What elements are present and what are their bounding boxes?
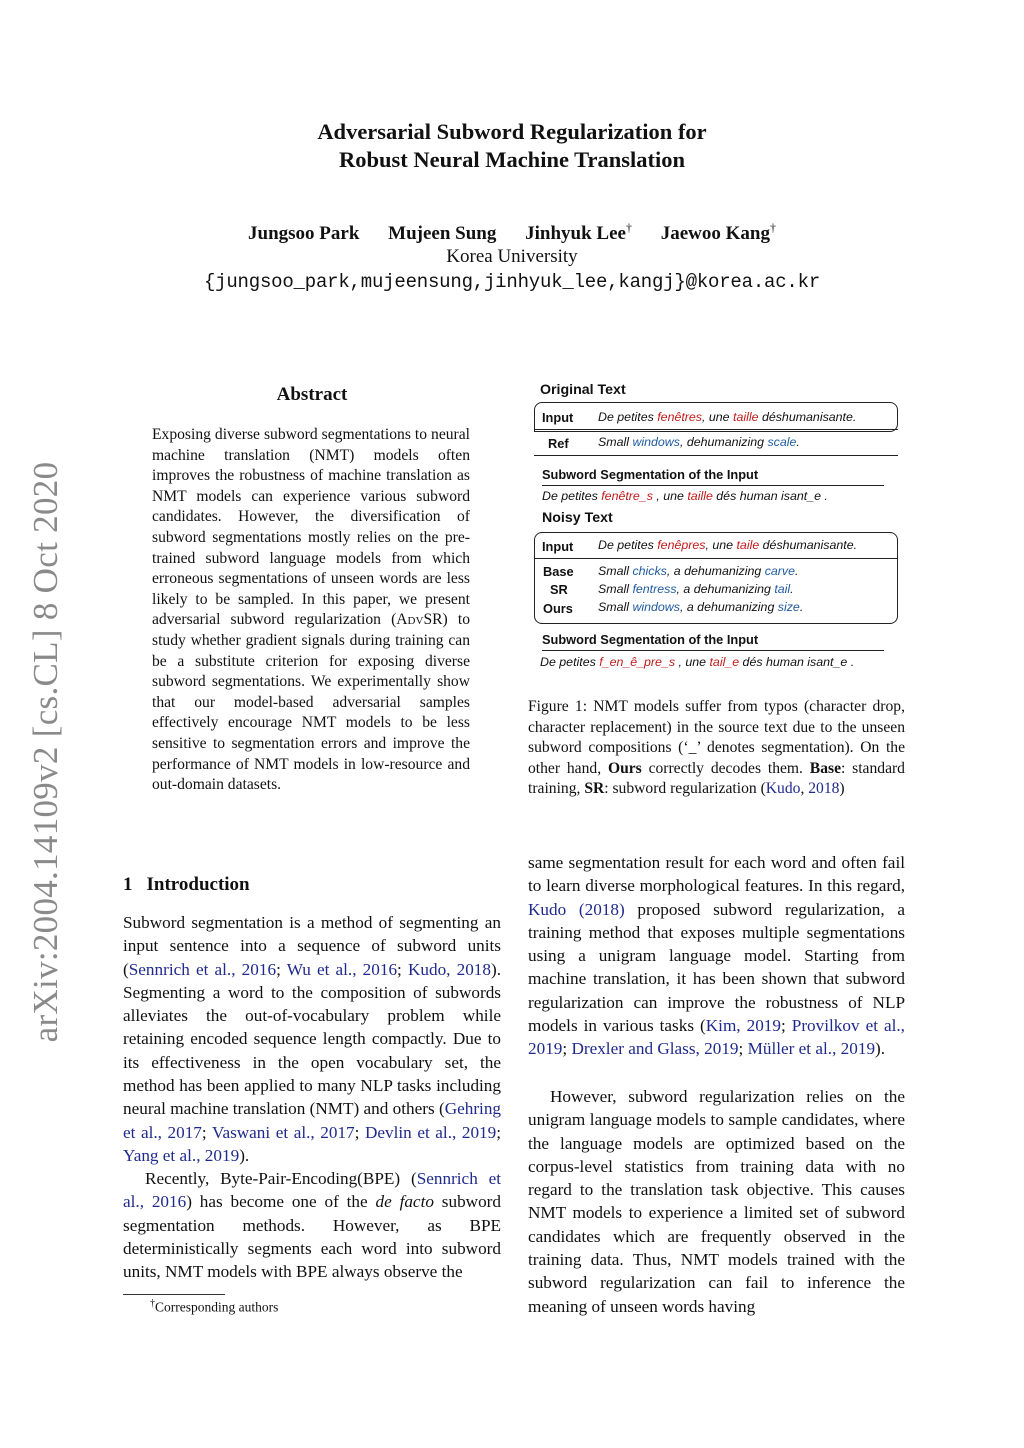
- original-segmentation: De petites fenêtre_s , une taille dés human isant_e .: [542, 489, 828, 503]
- right-paragraph-2: However, subword regularization relies on the unigram language models to sample candidates, where the language models are optimized based on the corpus-level statistics from training data with no regard to the translation task objective. This causes NMT models to experience a limited set of subword candidates which are frequently observed in the training data. Thus, NMT models trained with the subword regularization can fail to inference the meaning of unseen words having: [528, 1087, 905, 1316]
- citation-link[interactable]: Provilkov et al., 2019: [528, 1016, 905, 1059]
- citation-link[interactable]: Wu et al., 2016: [286, 959, 398, 979]
- output-base: Small chicks, a dehumanizing carve.: [598, 564, 799, 578]
- author: Mujeen Sung: [388, 223, 497, 245]
- title-line-1: Adversarial Subword Regularization for: [317, 119, 707, 144]
- citation-link[interactable]: Kudo, 2018: [407, 959, 491, 979]
- segmentation-heading: Subword Segmentation of the Input: [542, 467, 759, 482]
- arxiv-stamp: [22, 462, 70, 1042]
- ref-label: Ref: [548, 436, 569, 451]
- citation-link[interactable]: Müller et al., 2019: [747, 1039, 876, 1059]
- noisy-text-heading: Noisy Text: [542, 510, 613, 526]
- footnote: †Corresponding authors: [150, 1298, 279, 1315]
- noisy-segmentation: De petites f_en_ê_pre_s , une tail_e dés human isant_e .: [540, 655, 855, 669]
- arxiv-id: arXiv:2004.14109v2 [cs.CL] 8 Oct 2020: [26, 462, 65, 1042]
- intro-paragraph-1: Subword segmentation is a method of segmenting an input sentence into a sequence of subword units (Sennrich et al., 2016; Wu et al., 2016; Kudo, 2018). Segmenting a word to the composition of subwords alleviates the out-of-vocabulary problem while retaining encoded sequence length compactly. Due to its effectiveness in the open vocabulary set, the method has been applied to many NLP tasks including neural machine translation (NMT) and others (Gehring et al., 2017; Vaswani et al., 2017; Devlin et al., 2019; Yang et al., 2019).: [123, 913, 502, 1165]
- author-list: [0, 221, 1024, 245]
- author: Jinhyuk Lee†: [525, 221, 632, 245]
- reference-sentence: Small windows, dehumanizing scale.: [598, 435, 800, 449]
- citation-link[interactable]: 2018: [808, 780, 840, 798]
- citation-link[interactable]: Yang et al., 2019: [123, 1145, 240, 1165]
- author-emails: {jungsoo_park,mujeensung,jinhyuk_lee,kangj}@korea.ac.kr: [203, 271, 821, 293]
- section-heading-introduction: 1 Introduction: [123, 874, 250, 895]
- output-sr: Small fentress, a dehumanizing tail.: [598, 582, 794, 596]
- output-label-ours: Ours: [543, 601, 573, 616]
- citation-link[interactable]: Kudo (2018): [528, 899, 625, 919]
- figure-1-caption: Figure 1: NMT models suffer from typos (character drop, character replacement) in the source text due to the unseen subword compositions (‘_’ denotes segmentation). On the other hand, Ours correctly decodes them. Base: standard training, SR: subword regularization (Kudo, 2018): [528, 698, 905, 798]
- citation-link[interactable]: Vaswani et al., 2017: [211, 1122, 355, 1142]
- noisy-input-sentence: De petites fenêpres, une taile déshumanisante.: [598, 538, 858, 552]
- citation-link[interactable]: Kim, 2019: [705, 1016, 781, 1036]
- author: Jaewoo Kang†: [660, 221, 776, 245]
- citation-link[interactable]: Kudo: [765, 780, 801, 798]
- noisy-input-label: Input: [542, 539, 574, 554]
- citation-link[interactable]: Gehring et al., 2017: [123, 1099, 502, 1142]
- paper-title: [0, 118, 1024, 174]
- footnote-rule: [123, 1294, 225, 1295]
- noisy-segmentation-heading: Subword Segmentation of the Input: [542, 632, 759, 647]
- output-ours: Small windows, a dehumanizing size.: [598, 600, 804, 614]
- author: Jungsoo Park: [248, 223, 360, 245]
- original-text-heading: Original Text: [540, 382, 626, 398]
- intro-paragraph-2: Recently, Byte-Pair-Encoding(BPE) (Sennrich et al., 2016) has become one of the de facto subword segmentation methods. However, as BPE deterministically segments each word into subword units, NMT models with BPE always observe the: [123, 1169, 501, 1282]
- citation-link[interactable]: Drexler and Glass, 2019: [571, 1039, 739, 1059]
- citation-link[interactable]: Sennrich et al., 2016: [128, 959, 277, 979]
- figure-1: [528, 380, 908, 680]
- output-label-base: Base: [543, 564, 574, 579]
- affiliation: Korea University: [446, 246, 578, 267]
- abstract-body: Exposing diverse subword segmentations to neural machine translation (NMT) models often improves the robustness of machine translation as NMT models can experience various subword candidates. However, the diversification of subword segmentations mostly relies on the pre-trained subword language models from which erroneous segmentations of unseen words are less likely to be sampled. In this paper, we present adversarial subword regularization (AdvSR) to study whether gradient signals during training can be a substitute criterion for exposing diverse subword segmentations. We experimentally show that our model-based adversarial samples effectively encourage NMT models to be less sensitive to segmentation errors and improve the performance of NMT models in low-resource and out-domain datasets.: [152, 426, 470, 794]
- title-line-2: Robust Neural Machine Translation: [338, 147, 686, 172]
- original-input-sentence: De petites fenêtres, une taille déshumanisante.: [598, 410, 857, 424]
- citation-link[interactable]: Sennrich et al., 2016: [123, 1169, 501, 1212]
- output-label-sr: SR: [550, 582, 568, 597]
- method-name: AdvSR: [396, 611, 443, 629]
- abstract-heading: Abstract: [276, 384, 348, 405]
- input-label: Input: [542, 410, 574, 425]
- citation-link[interactable]: Devlin et al., 2019: [364, 1122, 497, 1142]
- right-paragraph-1: same segmentation result for each word and often fail to learn diverse morphological features. In this regard, Kudo (2018) proposed subword regularization, a training method that exposes multiple segmentations using a unigram language model. Starting from machine translation, it has been shown that subword regularization can improve the robustness of NLP models in various tasks (Kim, 2019; Provilkov et al., 2019; Drexler and Glass, 2019; Müller et al., 2019).: [528, 853, 905, 1059]
